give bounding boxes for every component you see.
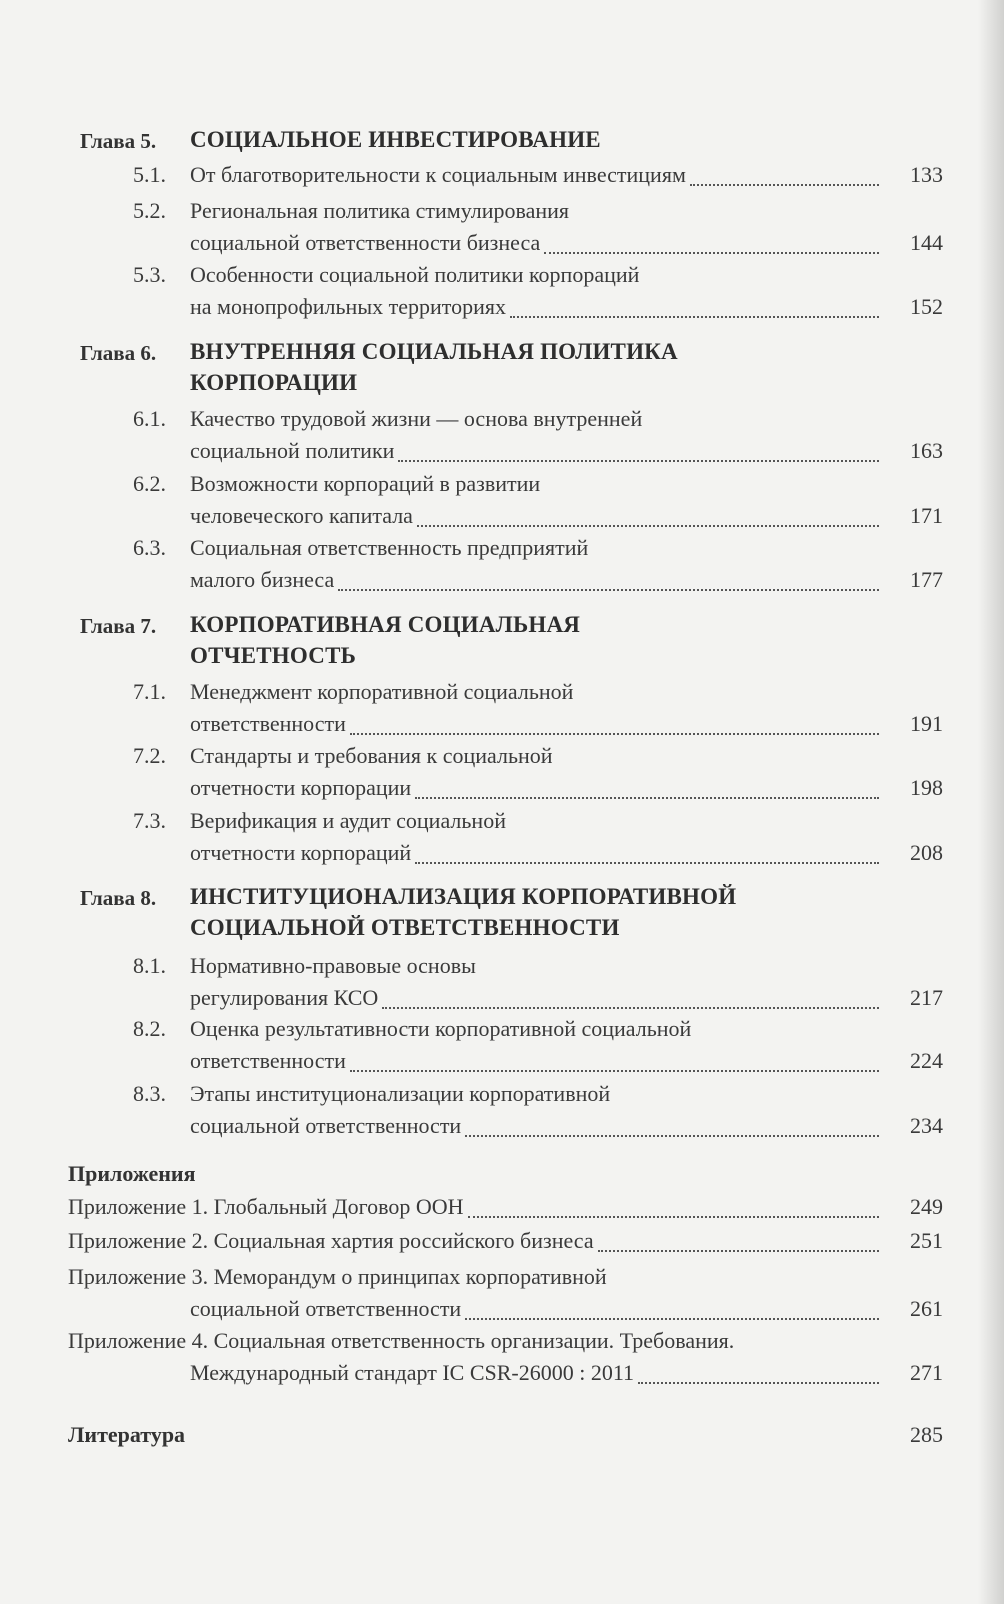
- dot-leader: [510, 316, 879, 318]
- appendix-title: Международный стандарт IC CSR-26000 : 2011: [190, 1360, 635, 1385]
- page-number: 224: [910, 1048, 943, 1073]
- appendix-title: Приложение 2. Социальная хартия российского бизнеса: [68, 1228, 594, 1253]
- dot-leader: [350, 733, 879, 735]
- chapter-title: СОЦИАЛЬНОЕ ИНВЕСТИРОВАНИЕ: [190, 127, 601, 152]
- page-number: 144: [910, 230, 943, 255]
- page-number: 285: [910, 1422, 943, 1447]
- page-number: 133: [910, 162, 943, 187]
- dot-leader: [690, 184, 879, 186]
- entry-title: Нормативно-правовые основы: [190, 953, 476, 978]
- entry-number: 8.2.: [133, 1016, 166, 1041]
- dot-leader: [415, 862, 879, 864]
- entry-title: Особенности социальной политики корпораций: [190, 262, 640, 287]
- page-number: 152: [910, 294, 943, 319]
- dot-leader: [417, 525, 879, 527]
- dot-leader: [544, 252, 879, 254]
- chapter-number: Глава 5.: [80, 129, 157, 153]
- entry-title: Оценка результативности корпоративной социальной: [190, 1016, 692, 1041]
- dot-leader: [350, 1070, 879, 1072]
- entry-title: малого бизнеса: [190, 567, 335, 592]
- entry-title: отчетности корпорации: [190, 775, 412, 800]
- entry-title: Стандарты и требования к социальной: [190, 743, 553, 768]
- chapter-title: КОРПОРАТИВНАЯ СОЦИАЛЬНАЯ: [190, 612, 581, 637]
- entry-title: регулирования КСО: [190, 985, 379, 1010]
- appendices-heading: Приложения: [68, 1161, 196, 1186]
- entry-title: социальной политики: [190, 438, 395, 463]
- entry-title: отчетности корпораций: [190, 840, 412, 865]
- dot-leader: [598, 1250, 879, 1252]
- entry-number: 6.1.: [133, 406, 166, 431]
- entry-title: социальной ответственности: [190, 1113, 462, 1138]
- appendix-title: Приложение 3. Меморандум о принципах корпоративной: [68, 1264, 607, 1289]
- entry-title: на монопрофильных территориях: [190, 294, 506, 319]
- page-number: 234: [910, 1113, 943, 1138]
- dot-leader: [638, 1382, 879, 1384]
- entry-title: Возможности корпораций в развитии: [190, 471, 541, 496]
- chapter-title: ОТЧЕТНОСТЬ: [190, 643, 357, 668]
- entry-number: 7.2.: [133, 743, 166, 768]
- entry-number: 8.3.: [133, 1081, 166, 1106]
- chapter-title: СОЦИАЛЬНОЙ ОТВЕТСТВЕННОСТИ: [190, 915, 620, 940]
- entry-title: Социальная ответственность предприятий: [190, 535, 589, 560]
- entry-title: Верификация и аудит социальной: [190, 808, 506, 833]
- literature-label: Литература: [68, 1422, 186, 1447]
- page-number: 177: [910, 567, 943, 592]
- page-number: 249: [910, 1194, 943, 1219]
- entry-number: 5.1.: [133, 162, 166, 187]
- chapter-title: ВНУТРЕННЯЯ СОЦИАЛЬНАЯ ПОЛИТИКА: [190, 339, 678, 364]
- entry-title: От благотворительности к социальным инвестициям: [190, 162, 686, 187]
- chapter-number: Глава 6.: [80, 341, 157, 365]
- chapter-number: Глава 7.: [80, 614, 157, 638]
- entry-title: ответственности: [190, 711, 346, 736]
- chapter-title: КОРПОРАЦИИ: [190, 370, 358, 395]
- entry-title: Качество трудовой жизни — основа внутренней: [190, 406, 643, 431]
- dot-leader: [398, 460, 879, 462]
- entry-number: 8.1.: [133, 953, 166, 978]
- page-number: 191: [910, 711, 943, 736]
- dot-leader: [465, 1318, 879, 1320]
- page-number: 198: [910, 775, 943, 800]
- page-number: 217: [910, 985, 943, 1010]
- dot-leader: [465, 1135, 879, 1137]
- entry-title: Региональная политика стимулирования: [190, 198, 570, 223]
- entry-title: человеческого капитала: [190, 503, 413, 528]
- appendix-title: социальной ответственности: [190, 1296, 462, 1321]
- dot-leader: [338, 589, 879, 591]
- page-number: 163: [910, 438, 943, 463]
- chapter-title: ИНСТИТУЦИОНАЛИЗАЦИЯ КОРПОРАТИВНОЙ: [190, 884, 737, 909]
- page-number: 251: [910, 1228, 943, 1253]
- dot-leader: [382, 1007, 879, 1009]
- entry-number: 5.3.: [133, 262, 166, 287]
- page-number: 261: [910, 1296, 943, 1321]
- page-number: 271: [910, 1360, 943, 1385]
- page-edge-shadow: [978, 0, 1004, 1604]
- page-number: 171: [910, 503, 943, 528]
- dot-leader: [415, 797, 879, 799]
- chapter-number: Глава 8.: [80, 886, 157, 910]
- entry-number: 6.2.: [133, 471, 166, 496]
- entry-number: 7.1.: [133, 679, 166, 704]
- entry-title: Менеджмент корпоративной социальной: [190, 679, 574, 704]
- appendix-title: Приложение 4. Социальная ответственность организации. Требования.: [68, 1328, 735, 1353]
- entry-title: социальной ответственности бизнеса: [190, 230, 541, 255]
- entry-title: Этапы институционализации корпоративной: [190, 1081, 611, 1106]
- dot-leader: [468, 1216, 880, 1218]
- entry-title: ответственности: [190, 1048, 346, 1073]
- page-number: 208: [910, 840, 943, 865]
- entry-number: 5.2.: [133, 198, 166, 223]
- appendix-title: Приложение 1. Глобальный Договор ООН: [68, 1194, 464, 1219]
- entry-number: 6.3.: [133, 535, 166, 560]
- entry-number: 7.3.: [133, 808, 166, 833]
